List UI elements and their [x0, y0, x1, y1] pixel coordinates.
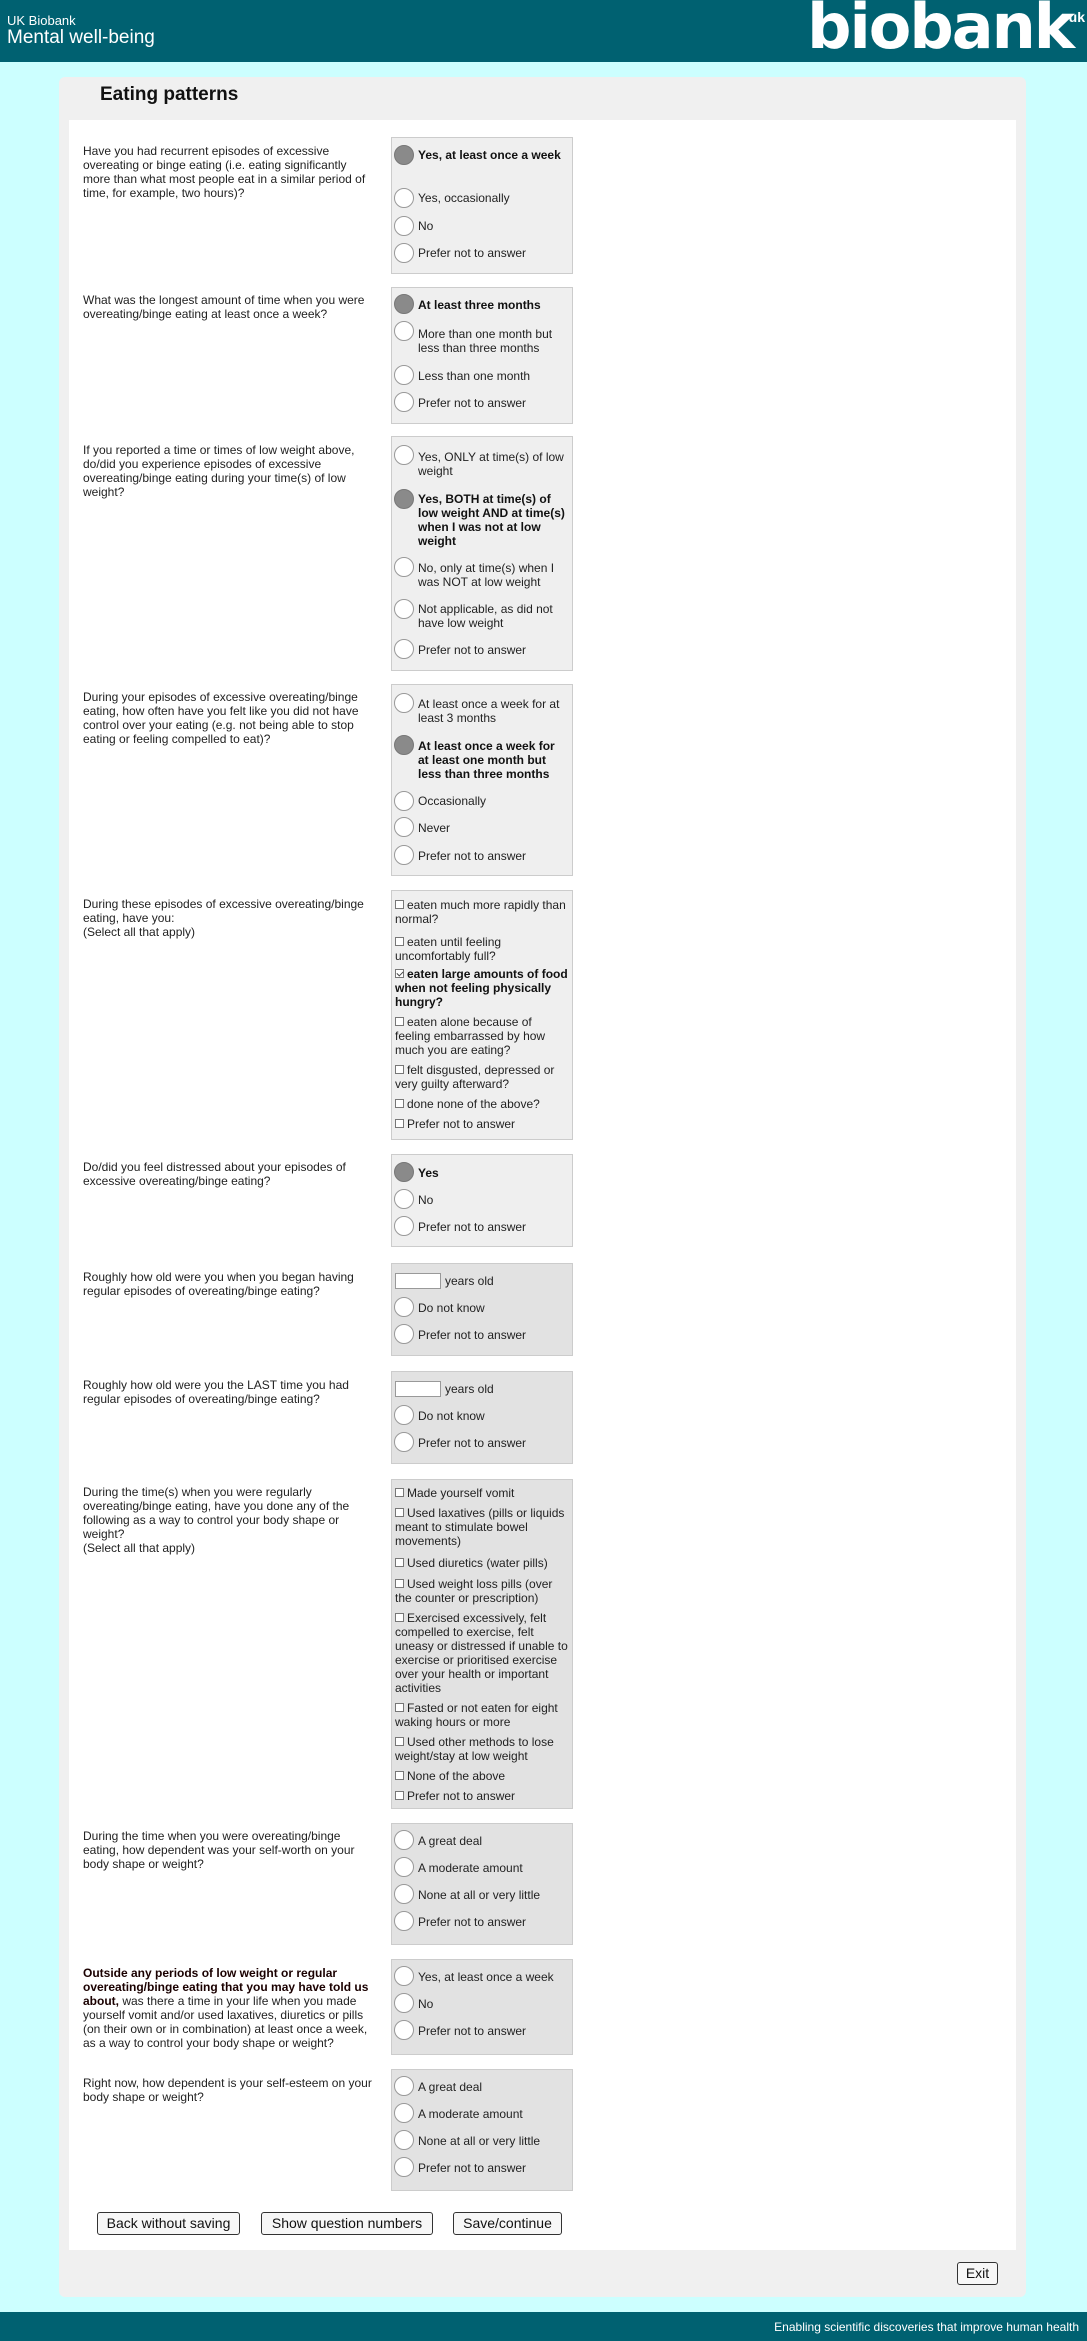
option-label[interactable]: Yes, at least once a week [418, 148, 561, 162]
back-without-saving-button[interactable]: Back without saving [97, 2212, 240, 2235]
radio-button[interactable] [394, 145, 414, 165]
option-label[interactable]: At least once a week for at least one month but less than three months [418, 739, 555, 781]
checkbox[interactable] [395, 1119, 404, 1128]
checkbox-label: Used diuretics (water pills) [407, 1556, 548, 1570]
question-text [83, 1485, 373, 1555]
checkbox-item[interactable] [395, 1486, 569, 1500]
checkbox[interactable] [395, 937, 404, 946]
radio-button[interactable] [394, 321, 414, 341]
option-label[interactable]: No, only at time(s) when I was NOT at low weight [418, 561, 555, 589]
option-label[interactable]: Yes, BOTH at time(s) of low weight AND at time(s) when I was not at low weight [418, 492, 565, 548]
radio-button[interactable] [394, 735, 414, 755]
radio-button[interactable] [394, 392, 414, 412]
option-label[interactable]: None at all or very little [418, 1888, 541, 1902]
checkbox-item[interactable] [395, 1789, 569, 1803]
checkbox-item[interactable] [395, 1506, 569, 1548]
option-label[interactable]: At least three months [418, 298, 541, 312]
radio-button[interactable] [394, 639, 414, 659]
question-text [83, 897, 373, 939]
checkbox-label: done none of the above? [407, 1097, 540, 1111]
radio-button[interactable] [394, 845, 414, 865]
question-text: What was the longest amount of time when you were overeating/binge eating at least once a week? [83, 293, 365, 321]
checkbox-label: eaten alone because of feeling embarrassed by how much you are eating? [395, 1015, 546, 1057]
option-label[interactable]: Do not know [418, 1409, 485, 1423]
page-title: Eating patterns [100, 84, 239, 105]
radio-button[interactable] [394, 2130, 414, 2150]
option-label[interactable]: A moderate amount [418, 2107, 523, 2121]
answer-box [391, 684, 573, 876]
option-label[interactable]: None at all or very little [418, 2134, 541, 2148]
option-label[interactable]: Prefer not to answer [418, 1915, 527, 1929]
checkbox-item[interactable] [395, 1577, 569, 1605]
answer-box [391, 1479, 573, 1809]
checkbox-label: eaten until feeling uncomfortably full? [395, 935, 502, 963]
question-text: Do/did you feel distressed about your episodes of excessive overeating/binge eating? [83, 1160, 346, 1188]
radio-button[interactable] [394, 1189, 414, 1209]
checkbox-item[interactable] [395, 1769, 569, 1783]
radio-button[interactable] [394, 1966, 414, 1986]
checkbox-label: None of the above [407, 1769, 506, 1783]
question-text: Right now, how dependent is your self-esteem on your body shape or weight? [83, 2076, 372, 2104]
option-label[interactable]: Prefer not to answer [418, 2161, 527, 2175]
radio-button[interactable] [394, 445, 414, 465]
checkbox-item[interactable] [395, 898, 569, 926]
biobank-logo: biobank [807, 0, 1073, 63]
input-suffix: years old [445, 1274, 494, 1288]
checkbox-label: Used laxatives (pills or liquids meant to stimulate bowel movements) [395, 1506, 565, 1548]
answer-box [391, 287, 573, 424]
checkbox-item[interactable] [395, 1015, 569, 1057]
show-question-numbers-button[interactable]: Show question numbers [261, 2212, 433, 2235]
radio-button[interactable] [394, 2157, 414, 2177]
checkbox[interactable] [395, 900, 404, 909]
radio-button[interactable] [394, 365, 414, 385]
option-label[interactable]: More than one month but less than three months [418, 327, 553, 355]
checkbox-item[interactable] [395, 1701, 569, 1729]
radio-button[interactable] [394, 1216, 414, 1236]
checkbox[interactable] [395, 969, 404, 978]
option-label[interactable]: Occasionally [418, 794, 487, 808]
checkbox-item[interactable] [395, 1117, 569, 1131]
option-label[interactable]: At least once a week for at least 3 months [418, 697, 560, 725]
question-text-main: During the time(s) when you were regularly overeating/binge eating, have you done any of the following as a way to control your body shape or weight? [83, 1485, 350, 1541]
radio-button[interactable] [394, 294, 414, 314]
checkbox-label: Used weight loss pills (over the counter or prescription) [395, 1577, 553, 1605]
answer-box [391, 1371, 573, 1464]
option-label[interactable]: A great deal [418, 1834, 483, 1848]
app-header [0, 0, 1087, 62]
answer-box [391, 1154, 573, 1247]
radio-button[interactable] [394, 693, 414, 713]
option-label[interactable]: A great deal [418, 2080, 483, 2094]
question-text: Roughly how old were you when you began having regular episodes of overeating/binge eating? [83, 1270, 354, 1298]
question-text-main: During these episodes of excessive overeating/binge eating, have you: [83, 897, 364, 925]
option-label[interactable]: Yes, at least once a week [418, 1970, 554, 1984]
checkbox-label: eaten much more rapidly than normal? [395, 898, 566, 926]
option-label[interactable]: No [418, 1193, 434, 1207]
question-text: Have you had recurrent episodes of excessive overeating or binge eating (i.e. eating significantly more than what most people eat in a similar period of time, for example, two hours)? [83, 144, 366, 200]
option-label[interactable]: Prefer not to answer [418, 246, 527, 260]
option-label[interactable]: Do not know [418, 1301, 485, 1315]
radio-button[interactable] [394, 1993, 414, 2013]
checkbox[interactable] [395, 1099, 404, 1108]
question-text: During your episodes of excessive overeating/binge eating, how often have you felt like you did not have control over your eating (e.g. not being able to stop eating or feeling compelled to eat)? [83, 690, 359, 746]
option-label[interactable]: Yes [418, 1166, 439, 1180]
radio-button[interactable] [394, 2020, 414, 2040]
answer-box [391, 137, 573, 274]
option-label[interactable]: Never [418, 821, 451, 835]
option-label[interactable]: Prefer not to answer [418, 643, 527, 657]
option-label[interactable]: Not applicable, as did not have low weight [418, 602, 553, 630]
checkbox[interactable] [395, 1771, 404, 1780]
radio-button[interactable] [394, 1297, 414, 1317]
checkbox-label: Fasted or not eaten for eight waking hours or more [395, 1701, 558, 1729]
answer-box [391, 436, 573, 671]
checkbox[interactable] [395, 1488, 404, 1497]
radio-button[interactable] [394, 1911, 414, 1931]
footer-tagline: Enabling scientific discoveries that improve human health [774, 2320, 1079, 2334]
checkbox-label: Prefer not to answer [407, 1117, 516, 1131]
question-text: If you reported a time or times of low weight above, do/did you experience episodes of excessive overeating/binge eating during your time(s) of low weight? [83, 443, 355, 499]
question-text: Roughly how old were you the LAST time you had regular episodes of overeating/binge eating? [83, 1378, 349, 1406]
radio-button[interactable] [394, 557, 414, 577]
checkbox[interactable] [395, 1613, 404, 1622]
age-input[interactable] [395, 1381, 441, 1397]
questionnaire-title: Mental well-being [7, 27, 155, 48]
checkbox-item[interactable] [395, 1556, 569, 1570]
radio-button[interactable] [394, 817, 414, 837]
checkbox-item[interactable] [395, 1611, 569, 1695]
option-label[interactable]: Prefer not to answer [418, 849, 527, 863]
question-note: (Select all that apply) [83, 1541, 196, 1555]
option-label[interactable]: Prefer not to answer [418, 1220, 527, 1234]
option-label[interactable]: Yes, occasionally [418, 191, 510, 205]
option-label[interactable]: Prefer not to answer [418, 1328, 527, 1342]
option-label[interactable]: Prefer not to answer [418, 2024, 527, 2038]
checkbox-label: eaten large amounts of food when not feeling physically hungry? [395, 967, 568, 1009]
radio-button[interactable] [394, 216, 414, 236]
checkbox-item[interactable] [395, 1097, 569, 1111]
checkbox[interactable] [395, 1558, 404, 1567]
checkbox-label: Exercised excessively, felt compelled to exercise, felt uneasy or distressed if unable to exercise or prioritised exercise over your health or important activities [395, 1611, 568, 1695]
save-continue-button[interactable]: Save/continue [453, 2212, 562, 2235]
checkbox[interactable] [395, 1508, 404, 1517]
option-label[interactable]: Yes, ONLY at time(s) of low weight [418, 450, 564, 478]
radio-button[interactable] [394, 1405, 414, 1425]
answer-box [391, 1823, 573, 1945]
option-label[interactable]: No [418, 219, 434, 233]
checkbox-label: Made yourself vomit [407, 1486, 515, 1500]
checkbox[interactable] [395, 1737, 404, 1746]
checkbox-item[interactable] [395, 1063, 569, 1091]
footer [0, 2312, 1087, 2341]
answer-box [391, 1263, 573, 1356]
exit-button[interactable]: Exit [957, 2262, 998, 2285]
answer-box [391, 2069, 573, 2191]
radio-button[interactable] [394, 1324, 414, 1344]
question-note: (Select all that apply) [83, 925, 196, 939]
option-label[interactable]: No [418, 1997, 434, 2011]
checkbox-item[interactable] [395, 967, 569, 1009]
checkbox[interactable] [395, 1017, 404, 1026]
age-input[interactable] [395, 1273, 441, 1289]
org-name: UK Biobank [7, 13, 76, 28]
radio-button[interactable] [394, 1162, 414, 1182]
question-text: During the time when you were overeating/binge eating, how dependent was your self-worth on your body shape or weight? [83, 1829, 355, 1871]
question-text-bold: Outside any periods of low weight or regular overeating/binge eating that you may have told us about, [83, 1966, 369, 2008]
radio-button[interactable] [394, 791, 414, 811]
checkbox-label: felt disgusted, depressed or very guilty afterward? [395, 1063, 555, 1091]
radio-button[interactable] [394, 489, 414, 509]
option-label[interactable]: Less than one month [418, 369, 531, 383]
radio-button[interactable] [394, 599, 414, 619]
checkbox-item[interactable] [395, 935, 569, 963]
checkbox-item[interactable] [395, 1735, 569, 1763]
answer-box [391, 1959, 573, 2055]
answer-box [391, 890, 573, 1140]
option-label[interactable]: Prefer not to answer [418, 396, 527, 410]
radio-button[interactable] [394, 1884, 414, 1904]
checkbox[interactable] [395, 1703, 404, 1712]
checkbox-label: Prefer not to answer [407, 1789, 516, 1803]
checkbox-label: Used other methods to lose weight/stay at low weight [395, 1735, 554, 1763]
option-label[interactable]: Prefer not to answer [418, 1436, 527, 1450]
question-text [83, 1966, 373, 2050]
radio-button[interactable] [394, 2076, 414, 2096]
radio-button[interactable] [394, 1830, 414, 1850]
option-label[interactable]: A moderate amount [418, 1861, 523, 1875]
radio-button[interactable] [394, 2103, 414, 2123]
biobank-logo-uk: uk [1068, 9, 1085, 25]
question-text-main: was there a time in your life when you made yourself vomit and/or used laxatives, diuretics or pills (on their own or in combination) at least once a week, as a way to control your body shape or weight? [83, 1994, 368, 2050]
checkbox[interactable] [395, 1579, 404, 1588]
radio-button[interactable] [394, 1432, 414, 1452]
radio-button[interactable] [394, 243, 414, 263]
radio-button[interactable] [394, 1857, 414, 1877]
radio-button[interactable] [394, 188, 414, 208]
checkbox[interactable] [395, 1791, 404, 1800]
checkbox[interactable] [395, 1065, 404, 1074]
input-suffix: years old [445, 1382, 494, 1396]
